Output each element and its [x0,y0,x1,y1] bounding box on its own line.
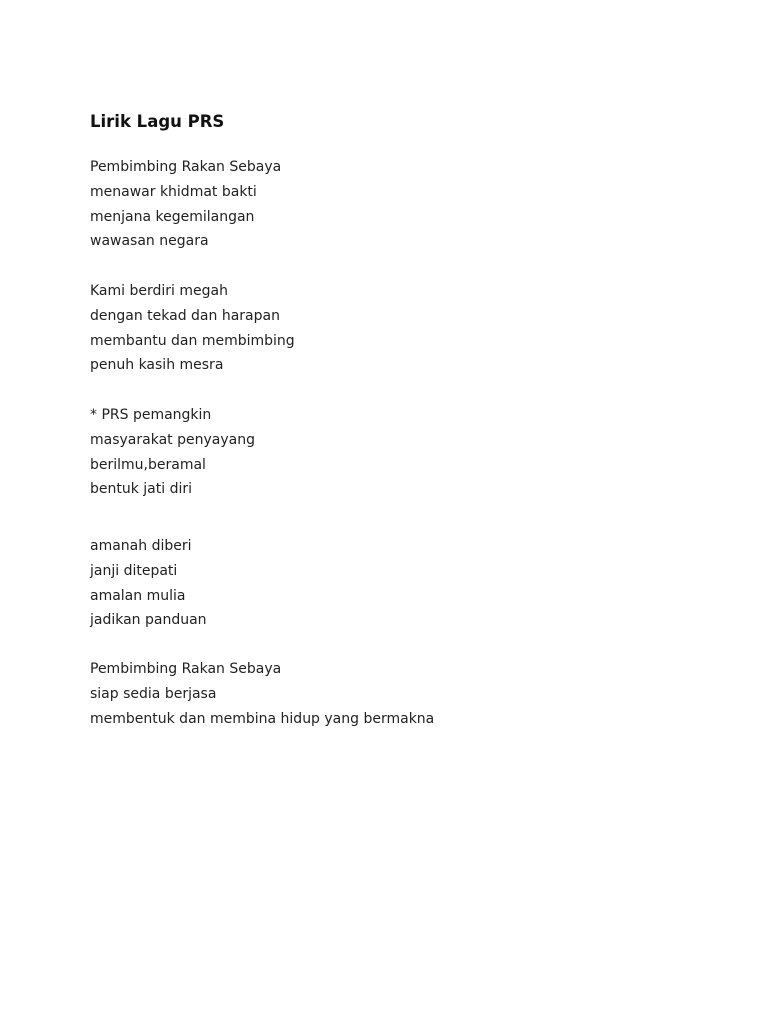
lyrics-line: masyarakat penyayang [90,431,255,448]
lyrics-line: amalan mulia [90,587,186,604]
lyrics-line: jadikan panduan [90,612,207,629]
lyrics-line: wawasan negara [90,233,209,250]
lyrics-line: * PRS pemangkin [90,407,212,423]
document-title: Lirik Lagu PRS [90,112,225,131]
lyrics-line: menawar khidmat bakti [90,183,257,200]
lyrics-stanza-2 [90,279,295,378]
lyrics-line: menjana kegemilangan [90,208,255,225]
lyrics-line: penuh kasih mesra [90,357,224,374]
lyrics-line: membantu dan membimbing [90,332,295,349]
lyrics-line: janji ditepati [90,562,178,579]
lyrics-stanza-3 [90,403,255,502]
lyrics-stanza-1 [90,155,281,254]
lyrics-line: membentuk dan membina hidup yang bermakna [90,710,435,727]
lyrics-line: berilmu,beramal [90,456,206,473]
lyrics-line: dengan tekad dan harapan [90,307,280,324]
lyrics-line: siap sedia berjasa [90,685,217,702]
lyrics-stanza-4 [90,534,207,633]
lyrics-line: Pembimbing Rakan Sebaya [90,159,282,175]
lyrics-line: bentuk jati diri [90,481,193,498]
lyrics-line: amanah diberi [90,538,192,554]
lyrics-line: Pembimbing Rakan Sebaya [90,661,282,677]
lyrics-stanza-5 [90,657,434,731]
lyrics-line: Kami berdiri megah [90,283,228,299]
